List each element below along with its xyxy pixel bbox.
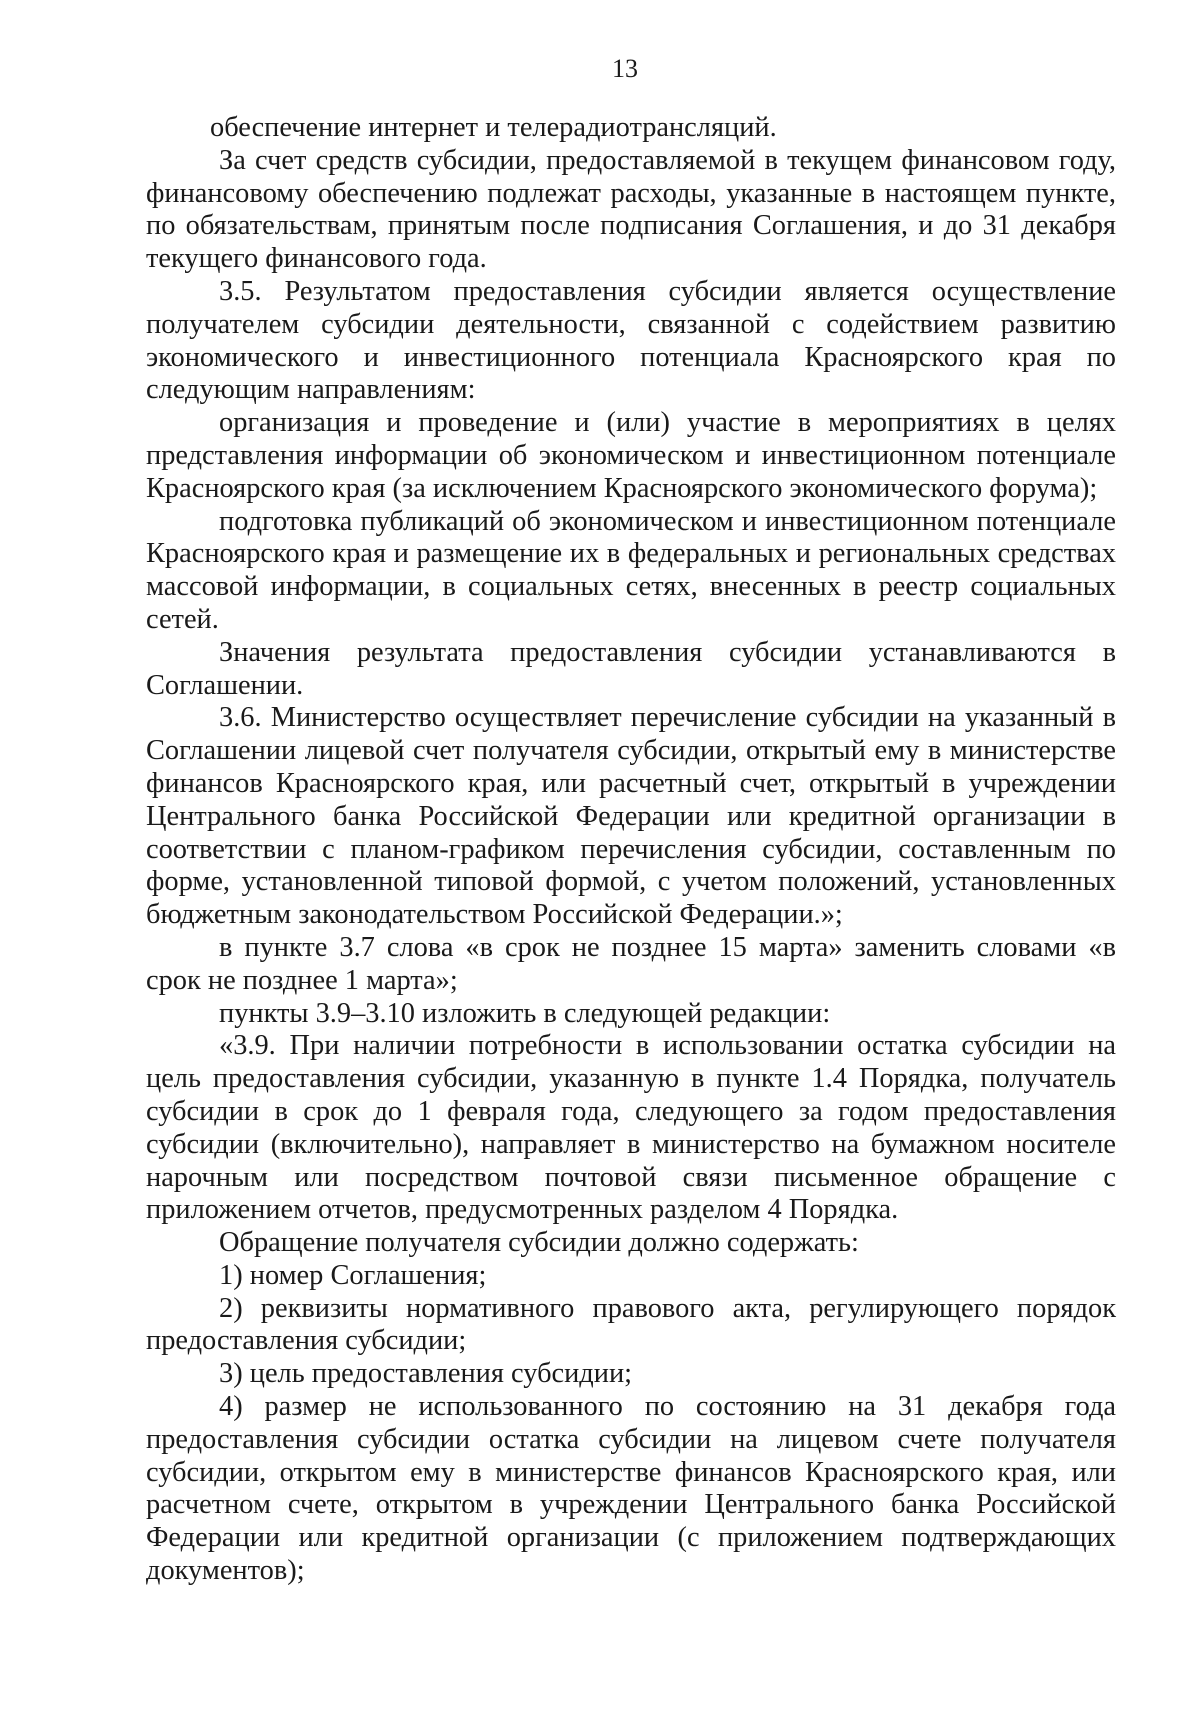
paragraph: 3.5. Результатом предоставления субсидии является осуществление получателем субсидии деятельности, связанной с содействием развитию экономического и инвестиционного потенциала Красноярского края по следующим направлениям: <box>146 275 1116 406</box>
paragraph: «3.9. При наличии потребности в использовании остатка субсидии на цель предоставления субсидии, указанную в пункте 1.4 Порядка, получатель субсидии в срок до 1 февраля года, следующего за годом предоставления субсидии (включительно), направляет в министерство на бумажном носителе нарочным или посредством почтовой связи письменное обращение с приложением отчетов, предусмотренных разделом 4 Порядка. <box>146 1030 1116 1226</box>
paragraph: в пункте 3.7 слова «в срок не позднее 15 марта» заменить словами «в срок не позднее 1 марта»; <box>146 931 1116 996</box>
paragraph: Обращение получателя субсидии должно содержать: <box>219 1227 859 1259</box>
paragraph: организация и проведение и (или) участие в мероприятиях в целях представления информации об экономическом и инвестиционном потенциале Красноярского края (за исключением Красноярского экономического форума); <box>146 407 1116 504</box>
paragraph: обеспечение интернет и телерадиотрансляций. <box>210 112 777 143</box>
paragraph: За счет средств субсидии, предоставляемой в текущем финансовом году, финансовому обеспечению подлежат расходы, указанные в настоящем пункте, по обязательствам, принятым после подписания Соглашения, и до 31 декабря текущего финансового года. <box>146 144 1116 275</box>
list-item: 4) размер не использованного по состоянию на 31 декабря года предоставления субсидии остатка субсидии на лицевом счете получателя субсидии, открытом ему в министерстве финансов Красноярского края, или расчетном счете, открытом в учреждении Центрального банка Российской Федерации или кредитной организации (с приложением подтверждающих документов); <box>146 1391 1116 1587</box>
page-number: 13 <box>612 54 638 83</box>
paragraph: подготовка публикаций об экономическом и инвестиционном потенциале Красноярского края и размещение их в федеральных и региональных средствах массовой информации, в социальных сетях, внесенных в реестр социальных сетей. <box>146 505 1116 635</box>
list-item: 2) реквизиты нормативного правового акта, регулирующего порядок предоставления субсидии; <box>146 1292 1116 1357</box>
document-body <box>146 112 1116 1588</box>
paragraph: пункты 3.9–3.10 изложить в следующей редакции: <box>219 997 831 1029</box>
paragraph: Значения результата предоставления субсидии устанавливаются в Соглашении. <box>146 636 1116 701</box>
paragraph: 3.6. Министерство осуществляет перечисление субсидии на указанный в Соглашении лицевой счет получателя субсидии, открытый ему в министерстве финансов Красноярского края, или расчетный счет, открытый в учреждении Центрального банка Российской Федерации или кредитной организации в соответствии с планом-графиком перечисления субсидии, составленным по форме, установленной типовой формой, с учетом положений, установленных бюджетным законодательством Российской Федерации.»; <box>146 702 1116 931</box>
list-item: 1) номер Соглашения; <box>219 1259 487 1291</box>
list-item: 3) цель предоставления субсидии; <box>219 1358 633 1390</box>
